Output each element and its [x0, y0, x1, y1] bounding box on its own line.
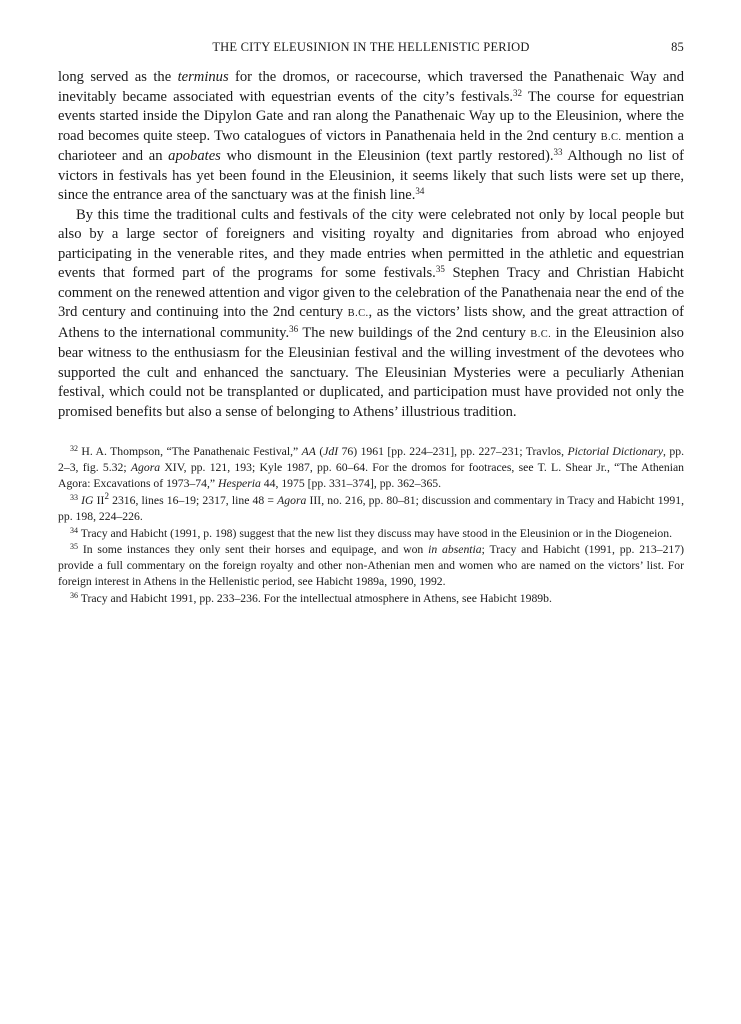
text-span: in the Eleusinion also bear witness to the enthusiasm for the Eleusinian festival and the willing investment of the devotees who supported the cult and enhanced the sanctuary. The Eleusinian Mysteries were a peculiarly Athenian festival, which could not be transplanted or duplicated, and participation must have provided not only the promised benefits but also a sense of belonging to Athens’ illustrious tradition. [58, 324, 684, 420]
footnote-33 [58, 490, 684, 525]
italic-term: in absentia [428, 543, 482, 557]
text-span: Tracy and Habicht 1991, pp. 233–236. For the intellectual atmosphere in Athens, see Habicht 1989b. [78, 592, 552, 606]
footnote-number: 32 [70, 444, 78, 453]
text-span: The new buildings of the 2nd century [298, 324, 531, 341]
text-span: for the dromos, or racecourse, which traversed the Panathenaic Way and inevitably became associated with equestrian events of the city’s festivals. [58, 69, 684, 105]
text-span: ( [315, 445, 324, 458]
footnote-ref-34[interactable]: 34 [415, 186, 425, 196]
italic-term: Hesperia [218, 476, 261, 490]
footnote-35 [58, 542, 684, 590]
italic-term: apobates [168, 148, 221, 164]
text-span: Tracy and Habicht (1991, p. 198) suggest that the new list they discuss may have stood in the Eleusinion or in the Diogeneion. [78, 526, 673, 540]
main-text [58, 68, 684, 422]
italic-term: Agora [277, 493, 307, 507]
italic-term: JdI [323, 445, 339, 458]
footnote-ref-32[interactable]: 32 [513, 87, 523, 98]
text-span: long served as the [58, 69, 178, 85]
text-span: H. A. Thompson, “The Panathenaic Festival,” [78, 445, 302, 458]
italic-term: Agora [130, 460, 161, 474]
footnote-ref-35[interactable]: 35 [435, 264, 445, 274]
small-caps-era: B.C. [600, 131, 622, 143]
text-span: 44, 1975 [pp. 331–374], pp. 362–365. [260, 476, 442, 490]
text-span: The course for equestrian events started inside the Dipylon Gate and ran along the Panathenaic Way up to the Eleusinion, where the road becomes quite steep. Two catalogues of victors in Panathenaia held in the 2nd century [58, 88, 684, 144]
text-span: , pp. 2–3, fig. 5.32; [58, 445, 684, 474]
small-caps-era: B.C. [530, 328, 552, 340]
italic-term: terminus [177, 69, 229, 85]
footnote-number: 33 [70, 492, 78, 502]
footnote-ref-33[interactable]: 33 [553, 147, 563, 157]
footnotes [58, 444, 684, 607]
italic-term: IG [81, 493, 94, 507]
text-span: XIV, pp. 121, 193; Kyle 1987, pp. 60–64. For the dromos for footraces, see T. L. Shear Jr., “The Athenian Agora: Excavations of 1973–74,” [58, 460, 684, 490]
running-header [58, 36, 684, 58]
footnote-number: 36 [70, 591, 78, 601]
text-span: ; Tracy and Habicht (1991, pp. 213–217) provide a full commentary on the foreign royalty and other non-Athenian men and women who are named on the victors’ list. For foreign interest in Athens in the Hellenistic period, see Habicht 1989a, 1990, 1992. [58, 543, 684, 589]
text-span: III, no. 216, pp. 80–81; discussion and commentary in Tracy and Habicht 1991, pp. 198, 224–226. [58, 493, 684, 523]
footnote-ref-36[interactable]: 36 [289, 323, 299, 334]
text-span: , as the victors’ lists show, and the great attraction of Athens to the international community. [58, 304, 684, 341]
text-span: Stephen Tracy and Christian Habicht comment on the renewed attention and vigor given to the celebration of the Panathenaia near the end of the 3rd century and continuing into the 2nd century [58, 265, 684, 320]
footnote-number: 35 [70, 542, 78, 552]
text-span: Although no list of victors in festivals has yet been found in the Eleusinion, it seems likely that such lists were set up there, since the entrance area of the sanctuary was at the finish line. [58, 148, 685, 203]
page [58, 36, 684, 607]
small-caps-era: B.C. [347, 308, 369, 319]
italic-term: AA [301, 445, 316, 458]
text-span: In some instances they only sent their horses and equipage, and won [78, 543, 429, 557]
footnote-32 [58, 444, 684, 492]
text-span: who dismount in the Eleusinion (text partly restored). [220, 148, 554, 164]
text-span: II [93, 493, 105, 507]
text-span: 2316, lines 16–19; 2317, line 48 = [108, 493, 278, 507]
paragraph-1 [58, 68, 684, 206]
superscript: 2 [104, 490, 109, 501]
text-span: By this time the traditional cults and festivals of the city were celebrated not only by local people but also by a large sector of foreigners and visiting royalty and dignitaries from abroad who enjoyed participating in the venerable rites, and they made entries when permitted in the athletic and equestrian events that formed part of the programs for some festivals. [58, 206, 684, 281]
italic-term: Pictorial Dictionary [567, 445, 664, 458]
page-number: 85 [671, 40, 684, 54]
text-span: mention a charioteer and an [58, 127, 684, 164]
paragraph-2 [58, 206, 684, 423]
footnote-number: 34 [70, 525, 78, 535]
text-span: 76) 1961 [pp. 224–231], pp. 227–231; Travlos, [338, 445, 568, 458]
running-title: THE CITY ELEUSINION IN THE HELLENISTIC PERIOD [212, 40, 530, 54]
footnote-36 [58, 591, 684, 607]
footnote-34 [58, 526, 684, 542]
